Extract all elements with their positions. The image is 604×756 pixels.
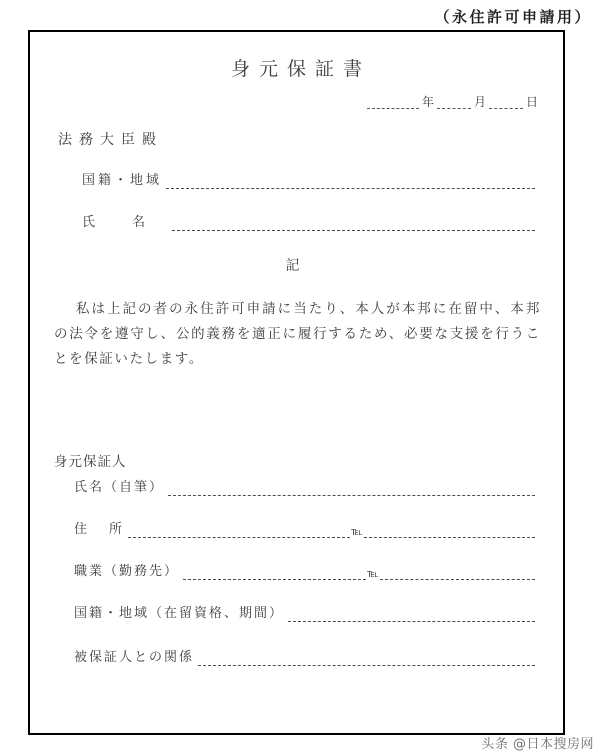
- guarantor-address-label-part1: 住: [74, 522, 90, 537]
- footer-watermark: 头条 @日本搜房网: [481, 737, 594, 752]
- guarantor-nationality-row: [74, 606, 535, 622]
- applicant-name-label-part1: 氏: [82, 215, 99, 230]
- date-year-input[interactable]: [367, 93, 419, 109]
- applicant-nationality-row: [82, 173, 535, 189]
- date-month-input[interactable]: [437, 93, 471, 109]
- guarantee-body-text: 私は上記の者の永住許可申請に当たり、本人が本邦に在留中、本邦の法令を遵守し、公的義務を適正に履行するため、必要な支援を行うことを保証いたします。: [54, 301, 541, 367]
- guarantor-address-label: [74, 522, 124, 538]
- guarantor-relationship-input[interactable]: [198, 652, 535, 666]
- guarantor-address-label-part2: 所: [109, 522, 125, 537]
- guarantor-occupation-input[interactable]: [183, 566, 366, 580]
- date-day-input[interactable]: [489, 93, 523, 109]
- guarantor-relationship-row: [74, 650, 535, 666]
- guarantor-address-input[interactable]: [128, 524, 350, 538]
- form-purpose-label: （永住許可申請用）: [434, 8, 592, 26]
- addressee-line: 法務大臣殿: [58, 132, 163, 148]
- form-sheet-inner: [30, 54, 563, 755]
- telephone-icon: ℡: [351, 525, 363, 538]
- applicant-name-input[interactable]: [172, 217, 535, 231]
- date-day-unit: 日: [525, 95, 538, 109]
- date-line: [46, 93, 547, 109]
- date-year-unit: 年: [421, 95, 434, 109]
- guarantor-nationality-input[interactable]: [288, 608, 535, 622]
- guarantor-name-row: [74, 480, 535, 496]
- guarantor-occupation-row: [74, 564, 535, 580]
- applicant-name-label-part2: 名: [132, 215, 149, 230]
- document-title: 身元保証書: [230, 58, 371, 80]
- guarantor-nationality-label: 国籍・地域（在留資格、期間）: [74, 606, 285, 621]
- guarantor-occupation-telephone-input[interactable]: [380, 566, 535, 580]
- applicant-nationality-input[interactable]: [166, 175, 535, 189]
- applicant-name-row: [82, 215, 535, 231]
- guarantor-address-row: [74, 522, 535, 538]
- applicant-name-label: [82, 215, 168, 231]
- form-sheet: [28, 30, 565, 735]
- guarantor-name-input[interactable]: [168, 482, 535, 496]
- guarantor-address-telephone-input[interactable]: [364, 524, 535, 538]
- guarantor-occupation-label: 職業（勤務先）: [74, 564, 180, 579]
- applicant-nationality-label: 国籍・地域: [82, 173, 163, 188]
- guarantor-name-label: 氏名（自筆）: [74, 480, 165, 495]
- guarantor-relationship-label: 被保証人との関係: [74, 650, 195, 665]
- telephone-icon: ℡: [367, 567, 379, 580]
- ki-mark: 記: [285, 258, 300, 274]
- guarantor-section-heading: 身元保証人: [54, 454, 127, 470]
- date-month-unit: 月: [473, 95, 486, 109]
